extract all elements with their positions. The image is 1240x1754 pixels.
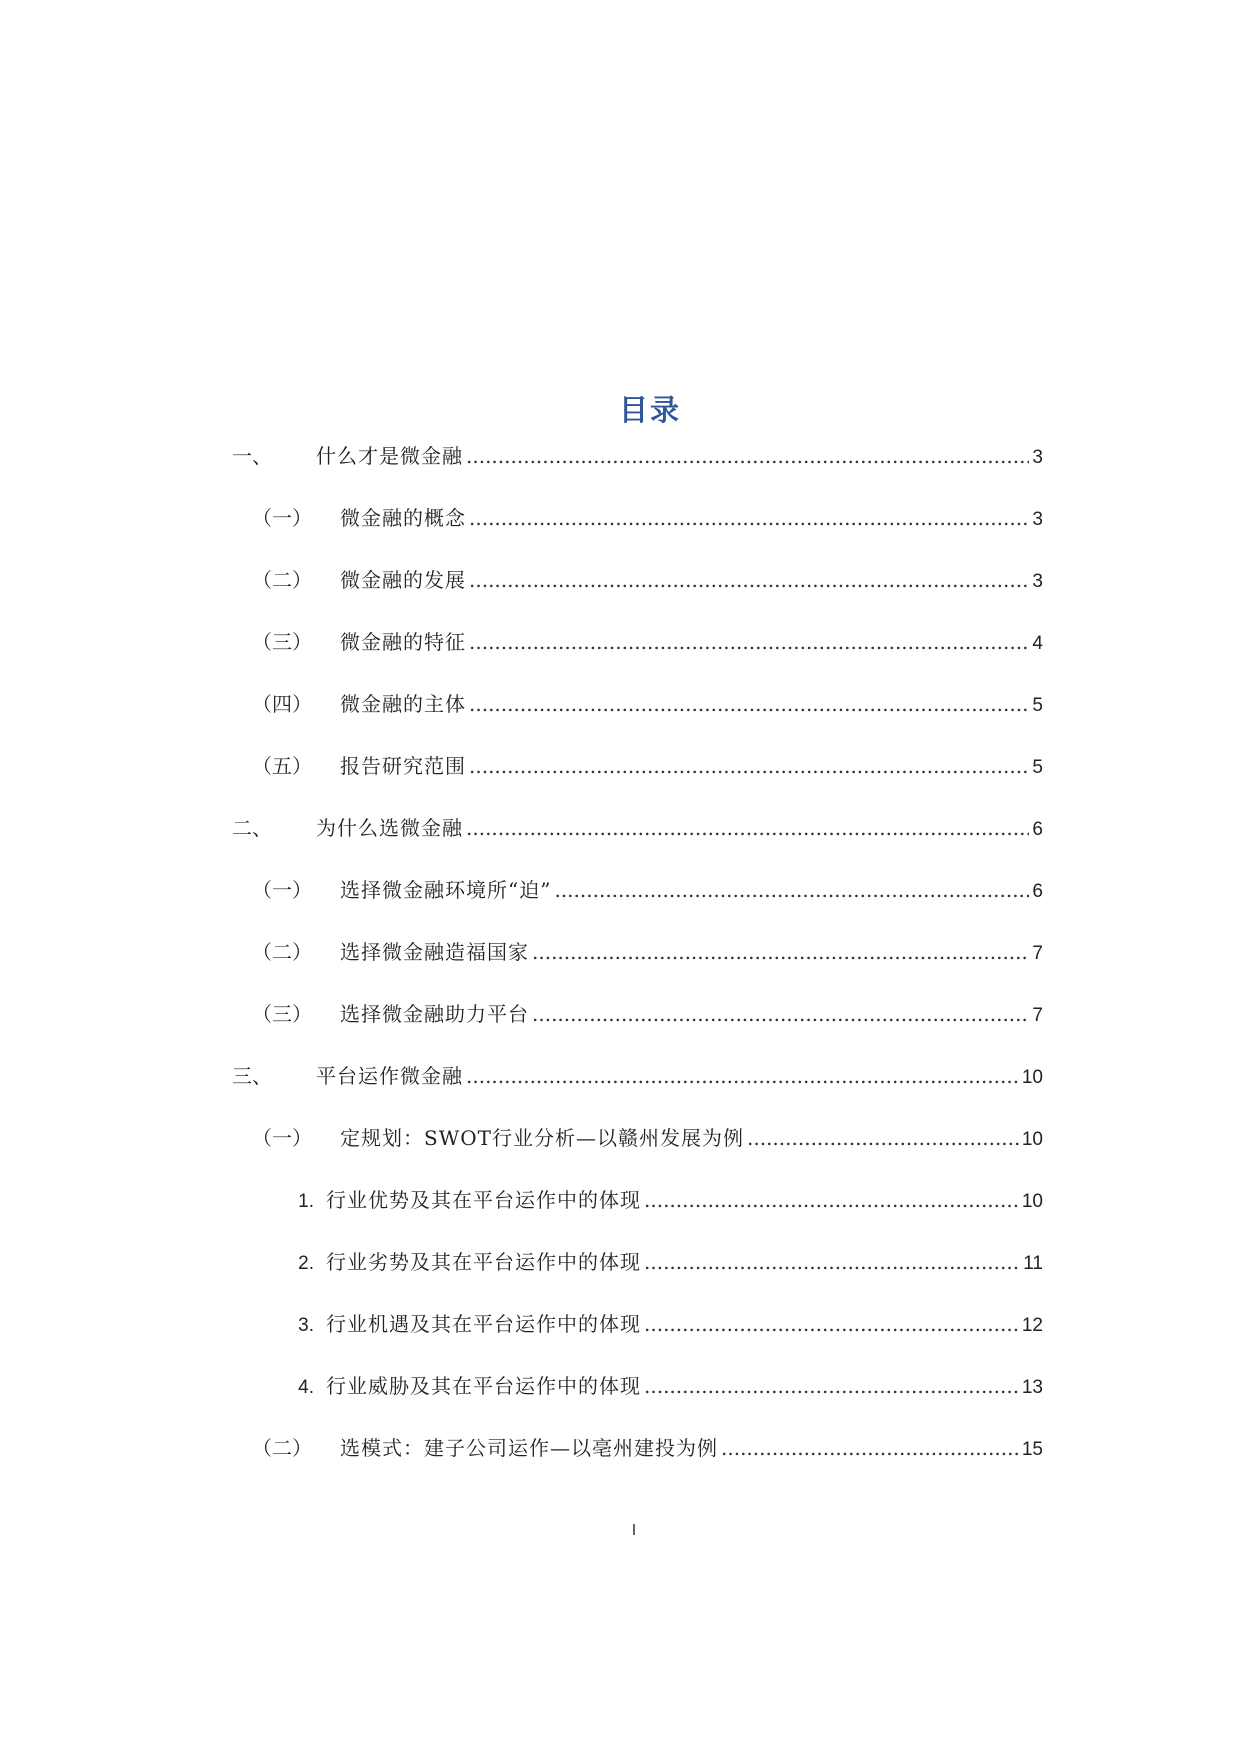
toc-entry-number: 一、 [232,444,272,468]
toc-entry-title: 行业优势及其在平台运作中的体现 [326,1188,641,1212]
toc-entry-page: 4 [1032,633,1043,654]
toc-entry-page: 6 [1032,881,1043,902]
toc-entry-page: 5 [1032,757,1043,778]
toc-dot-leader [721,1428,1019,1468]
toc-dot-leader [469,684,1029,724]
toc-entry-title: 选择微金融助力平台 [340,1002,529,1026]
toc-dot-leader [532,994,1029,1034]
toc-dot-leader [532,932,1029,972]
toc-entry-title: 微金融的主体 [340,692,466,716]
toc-entry-number: 三、 [232,1064,272,1088]
toc-dot-leader [466,1056,1019,1096]
toc-entry-title: 微金融的发展 [340,568,466,592]
toc-entry[interactable] [252,560,1043,600]
toc-entry[interactable] [270,1366,1043,1406]
toc-entry[interactable] [252,684,1043,724]
toc-dot-leader [469,622,1029,662]
toc-entry-title: 行业机遇及其在平台运作中的体现 [326,1312,641,1336]
toc-entry[interactable] [252,622,1043,662]
toc-entry-page: 13 [1021,1377,1043,1398]
toc-dot-leader [747,1118,1019,1158]
toc-entry-title: 平台运作微金融 [316,1064,463,1088]
toc-entry-number: 2. [298,1253,314,1274]
toc-entry-number: （二） [252,568,312,592]
toc-entry-number: 3. [298,1315,314,1336]
toc-entry-number: （四） [252,692,312,716]
toc-entry-page: 3 [1032,447,1043,468]
toc-entry[interactable] [252,994,1043,1034]
toc-entry-page: 7 [1032,943,1043,964]
toc-entry[interactable] [232,1056,1043,1096]
toc-entry[interactable] [252,932,1043,972]
toc-entry[interactable] [270,1304,1043,1344]
toc-entry-number: 4. [298,1377,314,1398]
toc-entry-page: 10 [1021,1129,1043,1150]
toc-entry-page: 3 [1032,571,1043,592]
toc-entry[interactable] [270,1180,1043,1220]
toc-dot-leader [644,1242,1020,1282]
toc-entry[interactable] [232,436,1043,476]
toc-entry-title: 为什么选微金融 [316,816,463,840]
toc-entry-page: 10 [1021,1191,1043,1212]
toc-entry-page: 5 [1032,695,1043,716]
toc-entry-title: 选模式：建子公司运作—以亳州建投为例 [340,1436,718,1460]
toc-entry-title: 微金融的特征 [340,630,466,654]
toc-dot-leader [644,1180,1019,1220]
toc-entry[interactable] [270,1242,1043,1282]
toc-entry-number: （二） [252,1436,312,1460]
toc-entry-page: 11 [1023,1253,1043,1274]
toc-entry[interactable] [252,498,1043,538]
toc-entry-title: 选择微金融造福国家 [340,940,529,964]
toc-entry[interactable] [252,1428,1043,1468]
toc-entry-title: 报告研究范围 [340,754,466,778]
toc-entry-number: （三） [252,630,312,654]
toc-title: 目录 [618,393,681,427]
toc-dot-leader [466,808,1029,848]
toc-dot-leader [466,436,1029,476]
page-number: I [631,1522,637,1539]
toc-entry-number: 1. [298,1191,314,1212]
toc-entry-page: 12 [1021,1315,1043,1336]
toc-dot-leader [554,870,1029,910]
toc-entry-title: 行业威胁及其在平台运作中的体现 [326,1374,641,1398]
toc-entry-title: 微金融的概念 [340,506,466,530]
toc-entry-page: 15 [1021,1439,1043,1460]
toc-entry-title: 行业劣势及其在平台运作中的体现 [326,1250,641,1274]
toc-entry-page: 3 [1032,509,1043,530]
toc-entry-number: （二） [252,940,312,964]
toc-entry-number: （一） [252,1126,312,1150]
toc-entry-page: 6 [1032,819,1043,840]
toc-dot-leader [469,498,1029,538]
toc-entry-title: 什么才是微金融 [316,444,463,468]
toc-entry-title: 定规划：SWOT行业分析—以赣州发展为例 [340,1126,744,1150]
toc-entry-number: （五） [252,754,312,778]
toc-dot-leader [469,746,1029,786]
toc-dot-leader [469,560,1029,600]
toc-entry[interactable] [232,808,1043,848]
toc-dot-leader [644,1304,1019,1344]
toc-entry-title: 选择微金融环境所“迫” [340,878,552,902]
toc-dot-leader [644,1366,1019,1406]
toc-entry-number: （一） [252,878,312,902]
toc-entry[interactable] [252,746,1043,786]
toc-entry[interactable] [252,1118,1043,1158]
toc-entry[interactable] [252,870,1043,910]
toc-entry-page: 7 [1032,1005,1043,1026]
toc-entry-number: （一） [252,506,312,530]
toc-entry-number: （三） [252,1002,312,1026]
toc-entry-page: 10 [1021,1067,1043,1088]
toc-entry-number: 二、 [232,816,272,840]
